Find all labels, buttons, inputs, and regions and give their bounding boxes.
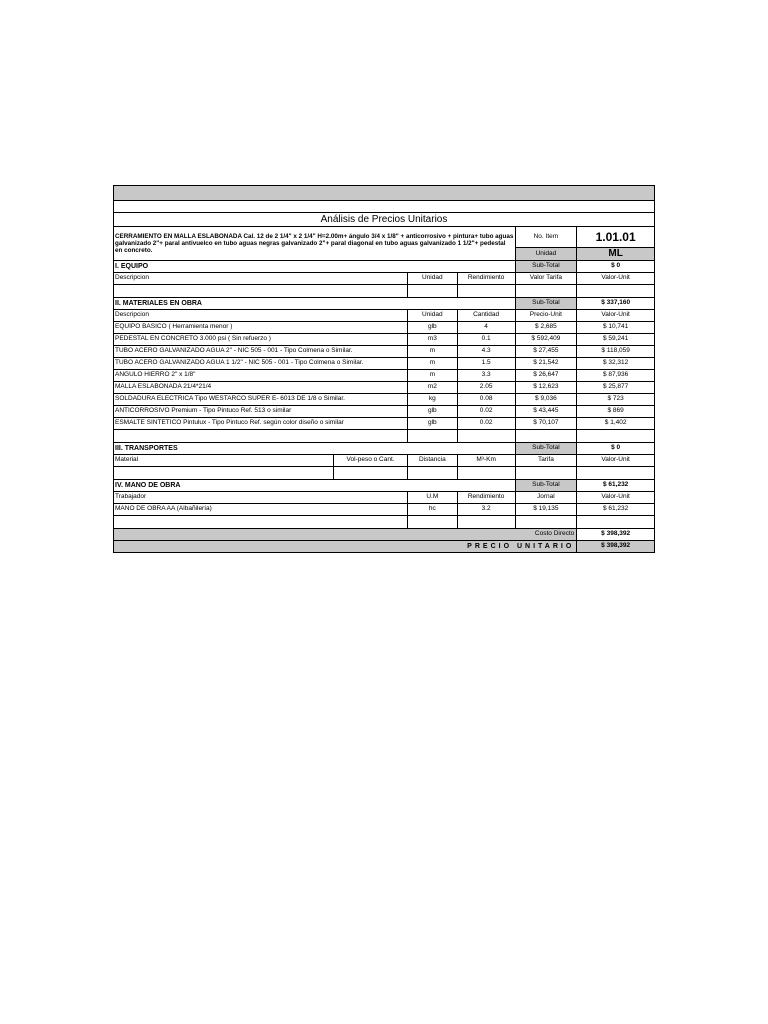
transportes-header-row <box>114 454 654 466</box>
table-cell: $ 87,936 <box>576 370 654 381</box>
no-item-label: No. Item <box>533 232 559 240</box>
blank-row <box>114 515 654 528</box>
no-item-value: 1.01.01 <box>595 230 636 245</box>
table-cell: 3.2 <box>457 504 515 515</box>
col-header: M³-Km <box>457 455 515 466</box>
col-header: Unidad <box>407 273 457 284</box>
table-row <box>114 503 654 515</box>
table-cell: $ 19,135 <box>515 504 577 515</box>
costo-directo-row <box>114 528 654 540</box>
subtotal-label: Sub-Total <box>515 480 577 491</box>
table-cell: 2.05 <box>457 382 515 393</box>
unidad-value: ML <box>577 247 654 260</box>
table-cell: 4 <box>457 322 515 333</box>
table-cell: $ 43,445 <box>515 406 577 417</box>
table-cell: EQUIPO BASICO ( Herramienta menor ) <box>115 323 233 331</box>
costo-directo-value: $ 398,392 <box>576 529 654 540</box>
equipo-header-row <box>114 272 654 284</box>
table-cell: PEDESTAL EN CONCRETO 3.000 psi ( Sin refuerzo ) <box>115 335 271 343</box>
table-cell: $ 61,232 <box>576 504 654 515</box>
col-header: Rendimiento <box>457 492 515 503</box>
table-cell: $ 12,623 <box>515 382 577 393</box>
blank-row <box>114 200 654 212</box>
col-header: Valor-Unit <box>576 455 654 466</box>
col-header: Descripcion <box>115 274 149 282</box>
section-title: III. TRANSPORTES <box>115 445 178 452</box>
table-row <box>114 333 654 345</box>
table-row <box>114 381 654 393</box>
table-cell: $ 27,455 <box>515 346 577 357</box>
precio-unitario-row <box>114 540 654 552</box>
table-cell: SOLDADURA ELECTRICA Tipo WESTARCO SUPER E- 6013 DE 1/8 o Similar. <box>115 395 345 403</box>
table-cell: $ 21,542 <box>515 358 577 369</box>
table-cell: $ 592,409 <box>515 334 577 345</box>
precio-unitario-label: PRECIO UNITARIO <box>467 543 575 550</box>
table-cell: glb <box>407 418 457 429</box>
materiales-header-row <box>114 309 654 321</box>
table-cell: MANO DE OBRA AA (Albañilería) <box>115 505 212 513</box>
table-cell: m <box>407 370 457 381</box>
table-cell: 1.5 <box>457 358 515 369</box>
table-cell: glb <box>407 322 457 333</box>
section-title: II. MATERIALES EN OBRA <box>115 300 202 307</box>
precio-unitario-value: $ 398,392 <box>576 541 654 552</box>
col-header: Jornal <box>515 492 577 503</box>
section-equipo <box>114 260 654 272</box>
table-cell: ANTICORROSIVO Premium - Tipo Pintuco Ref. 513 o similar <box>115 407 292 415</box>
section-title: I. EQUIPO <box>115 263 149 270</box>
table-cell: TUBO ACERO GALVANIZADO AGUA 2" - NIC 505 - 001 - Tipo Colmena o Similar. <box>115 347 353 355</box>
table-row <box>114 393 654 405</box>
table-row <box>114 405 654 417</box>
title-row <box>114 212 654 226</box>
table-row <box>114 321 654 333</box>
table-cell: $ 70,107 <box>515 418 577 429</box>
subtotal-value: $ 0 <box>576 443 654 454</box>
table-cell: 3.3 <box>457 370 515 381</box>
col-header: Valor-Unit <box>576 273 654 284</box>
table-cell: MALLA ESLABONADA 21/4*21/4 <box>115 383 212 391</box>
col-header: Unidad <box>407 310 457 321</box>
table-row <box>114 369 654 381</box>
subtotal-value: $ 337,160 <box>576 298 654 309</box>
table-cell: 0.1 <box>457 334 515 345</box>
price-analysis-sheet <box>113 185 655 553</box>
blank-row <box>114 466 654 479</box>
table-cell: $ 9,036 <box>515 394 577 405</box>
section-materiales <box>114 297 654 309</box>
table-cell: $ 1,402 <box>576 418 654 429</box>
table-cell: $ 2,685 <box>515 322 577 333</box>
table-cell: $ 59,241 <box>576 334 654 345</box>
col-header: U.M <box>407 492 457 503</box>
header-band <box>114 186 654 200</box>
blank-row <box>114 284 654 297</box>
table-cell: ESMALTE SINTETICO Pintulux - Tipo Pintuco Ref. según color diseño o similar <box>115 419 344 427</box>
col-header: Valor-Unit <box>576 310 654 321</box>
table-cell: 0.02 <box>457 406 515 417</box>
table-row <box>114 417 654 429</box>
table-cell: ANGULO HIERRO 2" x 1/8" <box>115 371 196 379</box>
table-cell: 0.08 <box>457 394 515 405</box>
col-header: Cantidad <box>457 310 515 321</box>
table-cell: $ 869 <box>576 406 654 417</box>
table-cell: m <box>407 346 457 357</box>
table-cell: 4.3 <box>457 346 515 357</box>
table-cell: m2 <box>407 382 457 393</box>
blank-row <box>114 429 654 442</box>
table-row <box>114 357 654 369</box>
table-cell: kg <box>407 394 457 405</box>
col-header: Valor-Unit <box>576 492 654 503</box>
col-header: Rendimiento <box>457 273 515 284</box>
table-cell: glb <box>407 406 457 417</box>
table-row <box>114 345 654 357</box>
table-cell: $ 26,647 <box>515 370 577 381</box>
section-transportes <box>114 442 654 454</box>
section-mano-obra <box>114 479 654 491</box>
col-header: Precio-Unit <box>515 310 577 321</box>
col-header: Vol-peso o Cant. <box>333 455 407 466</box>
table-cell: hc <box>407 504 457 515</box>
page-title: Análisis de Precios Unitarios <box>320 213 448 225</box>
col-header: Material <box>115 456 139 464</box>
mano-obra-header-row <box>114 491 654 503</box>
col-header: Tarifa <box>515 455 577 466</box>
table-cell: $ 32,312 <box>576 358 654 369</box>
col-header: Valor Tarifa <box>515 273 577 284</box>
subtotal-label: Sub-Total <box>515 443 577 454</box>
table-cell: $ 25,877 <box>576 382 654 393</box>
item-description: CERRAMIENTO EN MALLA ESLABONADA Cal. 12 de 2 1/4" x 2 1/4" H=2.00m+ ángulo 3/4 x 1/8" + anticorrosivo + pintura+ tubo aguas galvanizado 2"+ paral antivuelco en tubo aguas negras galvanizado 2"+ paral diagonal en tubo aguas galvanizado 1 1/2"+ pedestal en concreto. <box>115 232 514 255</box>
costo-directo-label: Costo Directo <box>534 530 575 538</box>
col-header: Trabajador <box>115 493 147 501</box>
table-cell: $ 723 <box>576 394 654 405</box>
col-header: Distancia <box>407 455 457 466</box>
table-cell: $ 10,741 <box>576 322 654 333</box>
subtotal-label: Sub-Total <box>515 261 577 272</box>
table-cell: m <box>407 358 457 369</box>
unidad-label: Unidad <box>516 247 577 260</box>
subtotal-value: $ 61,232 <box>576 480 654 491</box>
subtotal-label: Sub-Total <box>515 298 577 309</box>
table-cell: TUBO ACERO GALVANIZADO AGUA 1 1/2" - NIC 505 - 001 - Tipo Colmena o Similar. <box>115 359 364 367</box>
col-header: Descripcion <box>115 311 149 319</box>
item-block <box>114 226 654 260</box>
subtotal-value: $ 0 <box>576 261 654 272</box>
table-cell: $ 118,059 <box>576 346 654 357</box>
table-cell: 0.02 <box>457 418 515 429</box>
section-title: IV. MANO DE OBRA <box>115 482 181 489</box>
table-cell: m3 <box>407 334 457 345</box>
